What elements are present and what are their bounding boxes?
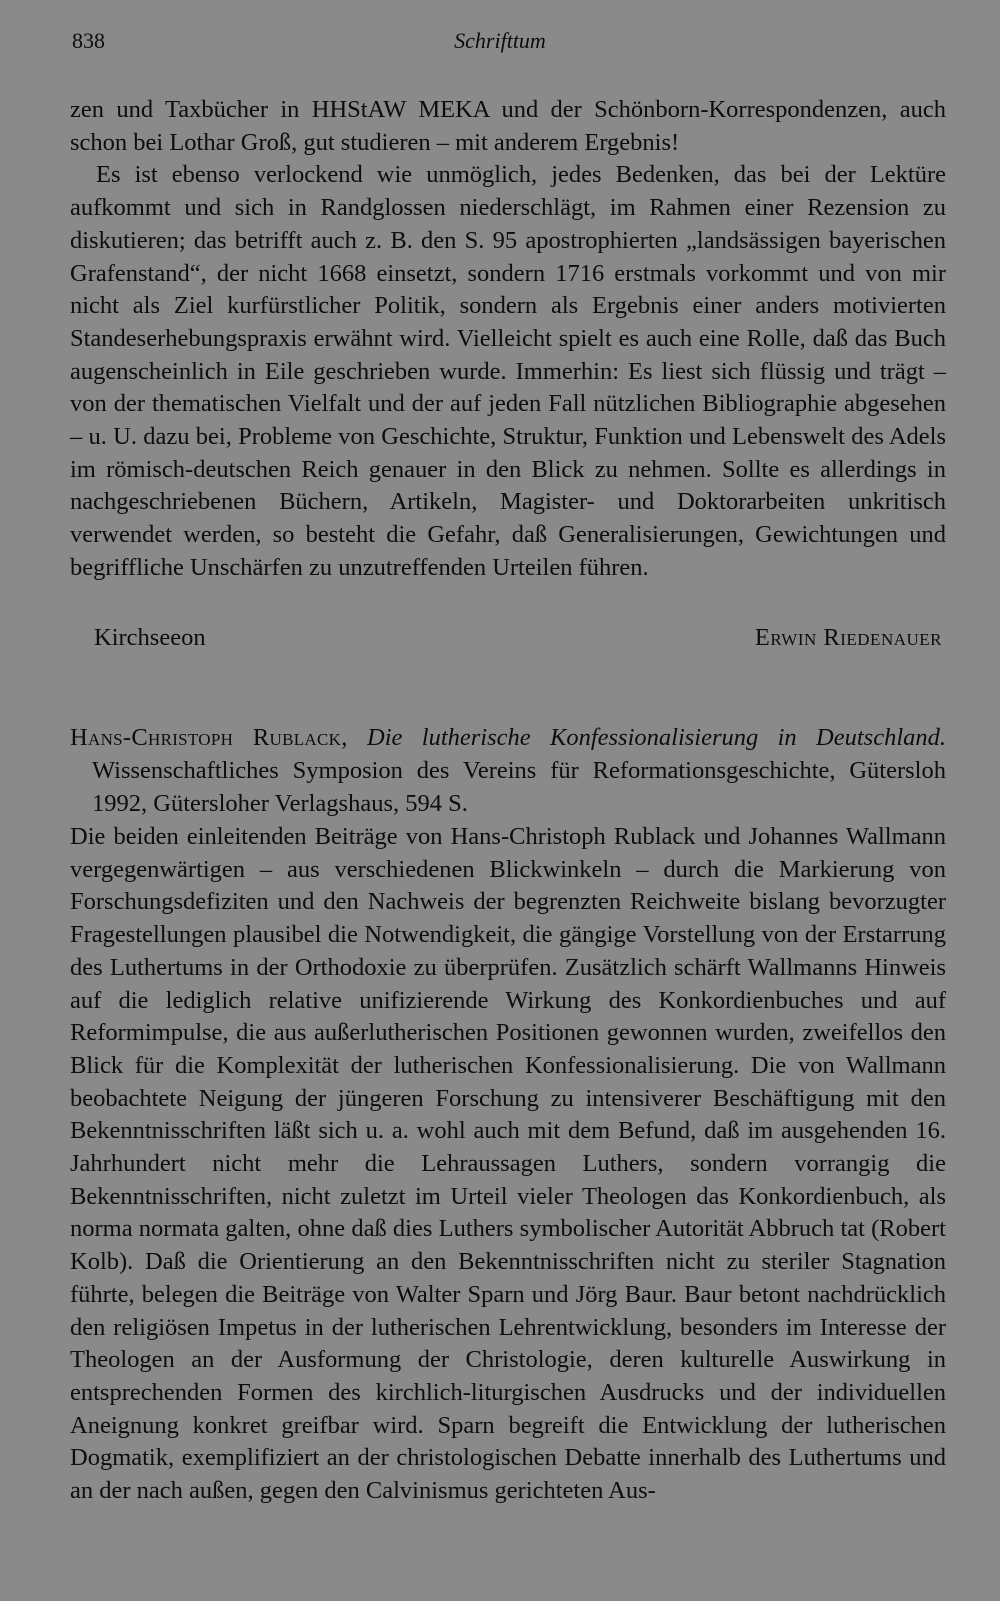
book-author: Hans-Christoph Rublack, [70, 724, 348, 751]
review-signature [70, 624, 946, 658]
reviewer-name: Erwin Riedenauer [754, 624, 942, 651]
bibliographic-line [70, 721, 946, 820]
paragraph: zen und Taxbücher in HHStAW MEKA und der Schönborn-Korrespondenzen, auch schon bei Lothar Groß, gut studieren – mit anderem Ergebnis! [70, 96, 946, 156]
book-title: Die lutherische Konfessionalisierung in Deutschland. [367, 724, 947, 751]
reviewer-place: Kirchseeon [94, 624, 206, 651]
page-number: 838 [72, 28, 105, 53]
review-continuation [70, 94, 946, 585]
paragraph: Die beiden einleitenden Beiträge von Hans-Christoph Rublack und Johannes Wallmann vergegenwärtigen – aus verschiedenen Blickwinkeln – durch die Markierung von Forschungsdefiziten und den Nachweis der begrenzten Reichweite bislang bevorzugter Fragestellungen plausibel die Notwendigkeit, die gängige Vorstellung von der Erstarrung des Luthertums in der Orthodoxie zu überprüfen. Zusätzlich schärft Wallmanns Hinweis auf die lediglich relative unifizierende Wirkung des Konkordienbuches und auf Reformimpulse, die aus außerlutherischen Positionen gewonnen wurden, zweifellos den Blick für die Komplexität der lutherischen Konfessionalisierung. Die von Wallmann beobachtete Neigung der jüngeren Forschung zu intensiverer Beschäftigung mit den Bekenntnisschriften läßt sich u. a. wohl auch mit dem Befund, daß im ausgehenden 16. Jahrhundert nicht mehr die Lehraussagen Luthers, sondern vorrangig die Bekenntnisschriften, nicht zuletzt im Urteil vieler Theologen das Konkordienbuch, als norma normata galten, ohne daß dies Luthers symbolischer Autorität Abbruch tat (Robert Kolb). Daß die Orientierung an den Bekenntnisschriften nicht zu steriler Stagnation führte, belegen die Beiträge von Walter Sparn und Jörg Baur. Baur betont nachdrücklich den religiösen Impetus in der lutherischen Lehrentwicklung, besonders im Interesse der Theologen an der Ausformung der Christologie, deren kulturelle Auswirkung in entsprechenden Formen des kirchlich-liturgischen Ausdrucks und der individuellen Aneignung konkret greifbar wird. Sparn begreift die Entwicklung der lutherischen Dogmatik, exemplifiziert an der christologischen Debatte innerhalb des Luthertums und an der nach außen, gegen den Calvinismus gerichteten Aus- [70, 823, 946, 1505]
review-body [70, 821, 946, 1508]
running-head [0, 28, 1000, 60]
book-details: Wissenschaftliches Symposion des Vereins für Reformationsgeschichte, Gütersloh 1992, Gütersloher Verlagshaus, 594 S. [92, 757, 946, 817]
paragraph: Es ist ebenso verlockend wie unmöglich, jedes Bedenken, das bei der Lektüre aufkommt und sich in Randglossen niederschlägt, im Rahmen einer Rezension zu diskutieren; das betrifft auch z. B. den S. 95 apostrophierten „landsässigen bayerischen Grafenstand“, der nicht 1668 einsetzt, sondern 1716 erstmals vorkommt und von mir nicht als Ziel kurfürstlicher Politik, sondern als Ergebnis einer anders motivierten Standeserhebungspraxis erwähnt wird. Vielleicht spielt es auch eine Rolle, daß das Buch augenscheinlich in Eile geschrieben wurde. Immerhin: Es liest sich flüssig und trägt – von der thematischen Vielfalt und der auf jeden Fall nützlichen Bibliographie abgesehen – u. U. dazu bei, Probleme von Geschichte, Struktur, Funktion und Lebenswelt des Adels im römisch-deutschen Reich genauer in den Blick zu nehmen. Sollte es allerdings in nachgeschriebenen Büchern, Artikeln, Magister- und Doktorarbeiten unkritisch verwendet werden, so besteht die Gefahr, daß Generalisierungen, Gewichtungen und begriffliche Unschärfen zu unzutreffenden Urteilen führen. [70, 161, 946, 581]
running-title: Schrifttum [454, 28, 546, 53]
review-bibliographic-entry [70, 721, 946, 820]
